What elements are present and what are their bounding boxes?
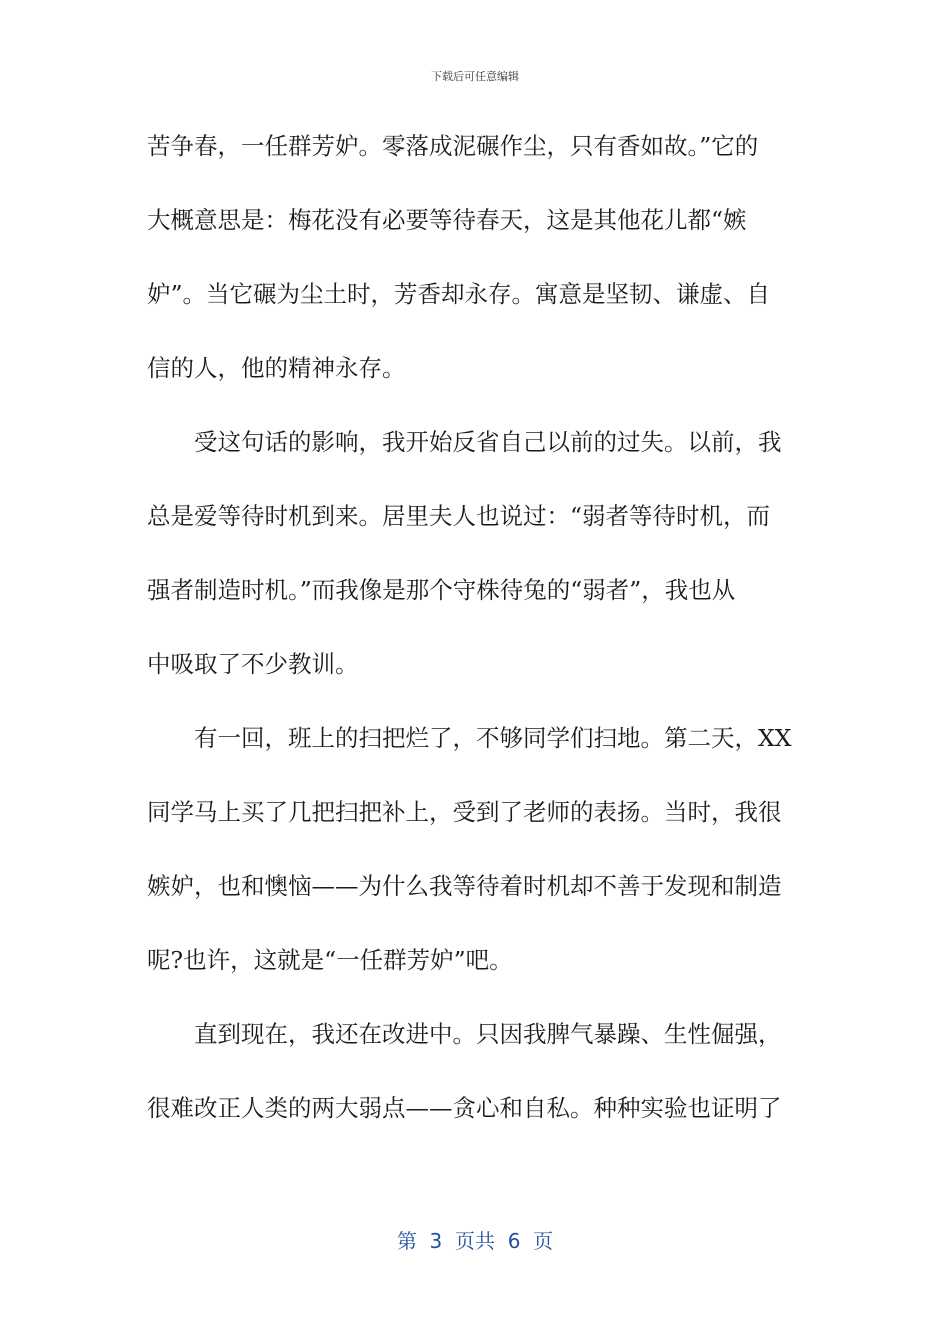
page-header: 下载后可任意编辑: [431, 70, 519, 83]
text-line: 中吸取了不少教训。: [147, 650, 359, 678]
paragraph-first-line: 直到现在，我还在改进中。只因我脾气暴躁、生性倔强，: [194, 1020, 782, 1048]
text-line: 大概意思是：梅花没有必要等待春天，这是其他花儿都“嫉: [147, 206, 747, 234]
text-line: 同学马上买了几把扫把补上，受到了老师的表扬。当时，我很: [147, 798, 782, 826]
text-line: 嫉妒，也和懊恼——为什么我等待着时机却不善于发现和制造: [147, 872, 782, 900]
page-number-footer: 第 3 页共 6 页: [396, 1229, 554, 1253]
text-line: 总是爱等待时机到来。居里夫人也说过：“弱者等待时机，而: [147, 502, 771, 530]
body-text: [147, 124, 797, 1160]
text-line: 信的人，他的精神永存。: [147, 354, 406, 382]
text-line: 苦争春，一任群芳妒。零落成泥碾作尘，只有香如故。”它的: [147, 132, 759, 160]
text-line: 呢?也许，这就是“一任群芳妒”吧。: [147, 946, 513, 974]
text-line: 很难改正人类的两大弱点——贪心和自私。种种实验也证明了: [147, 1094, 782, 1122]
text-line: 妒”。当它碾为尘土时，芳香却永存。寓意是坚韧、谦虚、自: [147, 280, 771, 308]
paragraph-first-line: 有一回，班上的扫把烂了，不够同学们扫地。第二天，XX: [194, 724, 792, 752]
paragraph-first-line: 受这句话的影响，我开始反省自己以前的过失。以前，我: [194, 428, 782, 456]
text-line: 强者制造时机。”而我像是那个守株待兔的“弱者”，我也从: [147, 576, 736, 604]
